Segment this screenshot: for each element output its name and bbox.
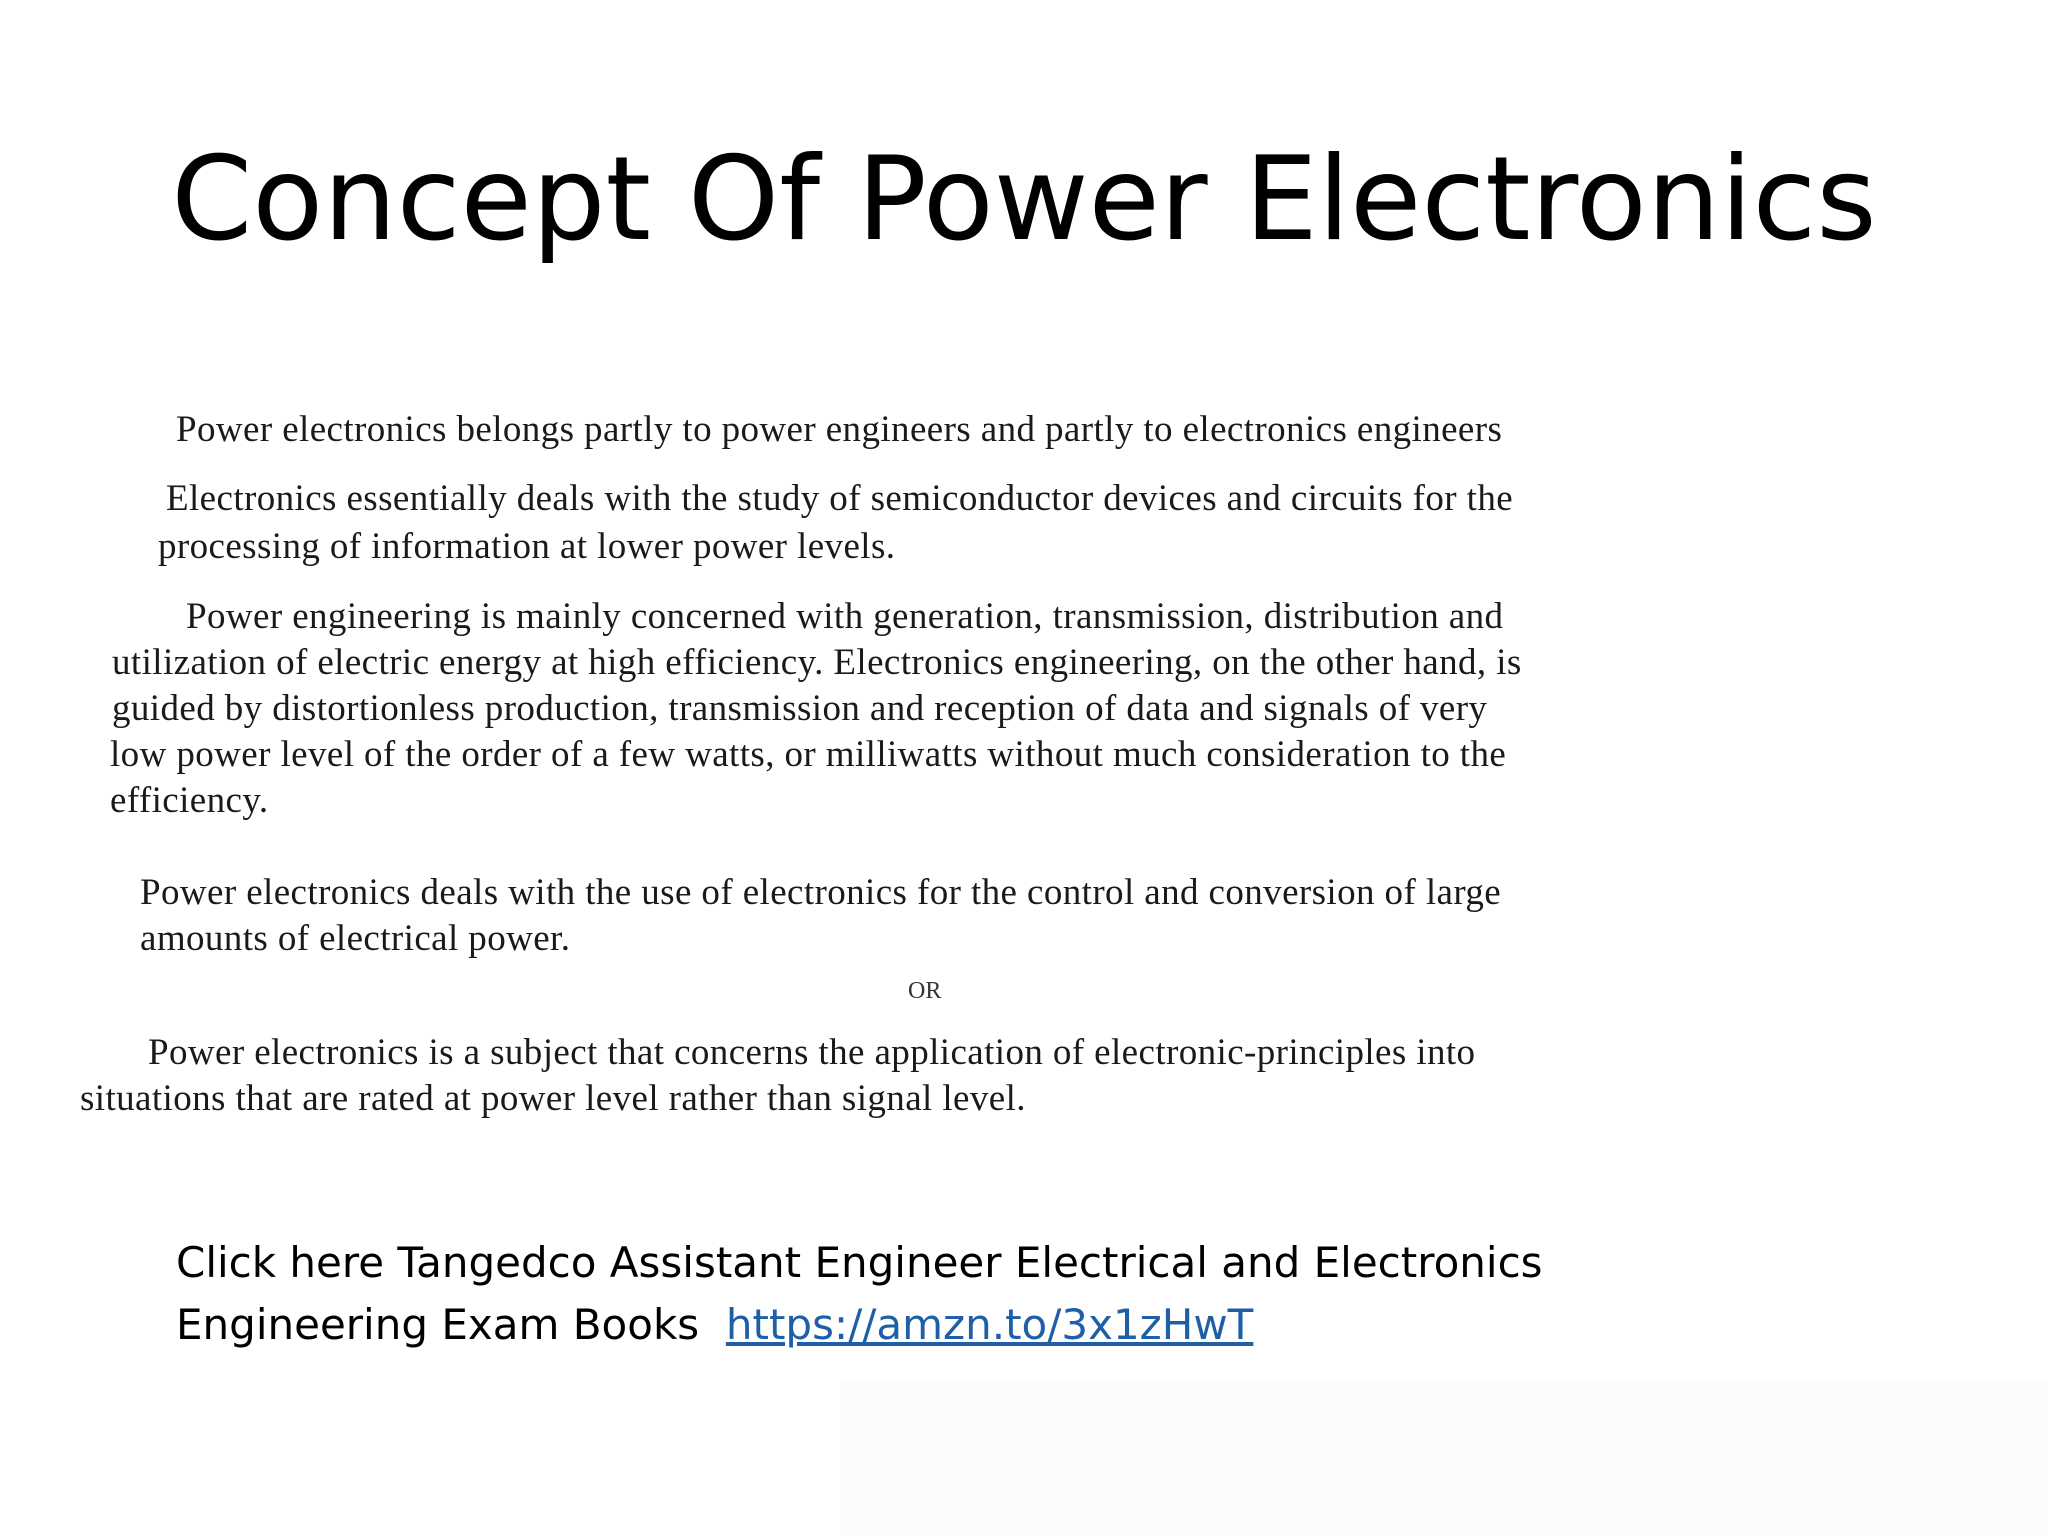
paragraph-4-line-2: amounts of electrical power. [140,918,571,959]
paragraph-3-line-5: efficiency. [110,780,269,821]
paragraph-3-line-1: Power engineering is mainly concerned with generation, transmission, distribution and [186,596,1504,637]
paragraph-1-line-1: Power electronics belongs partly to power engineers and partly to electronics engineers [176,409,1503,450]
footer-line-2 [176,1294,1876,1356]
background-panel [840,1380,2048,1536]
or-separator: OR [908,978,942,1004]
paragraph-3-line-4: low power level of the order of a few watts, or milliwatts without much consideration to the [110,734,1507,775]
footer-note [176,1232,1876,1356]
paragraph-5-line-1: Power electronics is a subject that concerns the application of electronic-principles into [148,1032,1476,1073]
paragraph-3-line-3: guided by distortionless production, transmission and reception of data and signals of very [112,688,1488,729]
paragraph-2-line-1: Electronics essentially deals with the study of semiconductor devices and circuits for the [166,478,1514,519]
footer-line-2-text: Engineering Exam Books [176,1300,700,1349]
paragraph-3-line-2: utilization of electric energy at high efficiency. Electronics engineering, on the other hand, is [112,642,1522,683]
paragraph-4-line-1: Power electronics deals with the use of electronics for the control and conversion of large [140,872,1502,913]
footer-line-1: Click here Tangedco Assistant Engineer Electrical and Electronics [176,1238,1543,1287]
paragraph-2-line-2: processing of information at lower power levels. [158,526,896,567]
slide-title: Concept Of Power Electronics [171,132,1877,267]
amazon-link[interactable]: https://amzn.to/3x1zHwT [725,1300,1254,1349]
paragraph-5-line-2: situations that are rated at power level rather than signal level. [80,1078,1026,1119]
